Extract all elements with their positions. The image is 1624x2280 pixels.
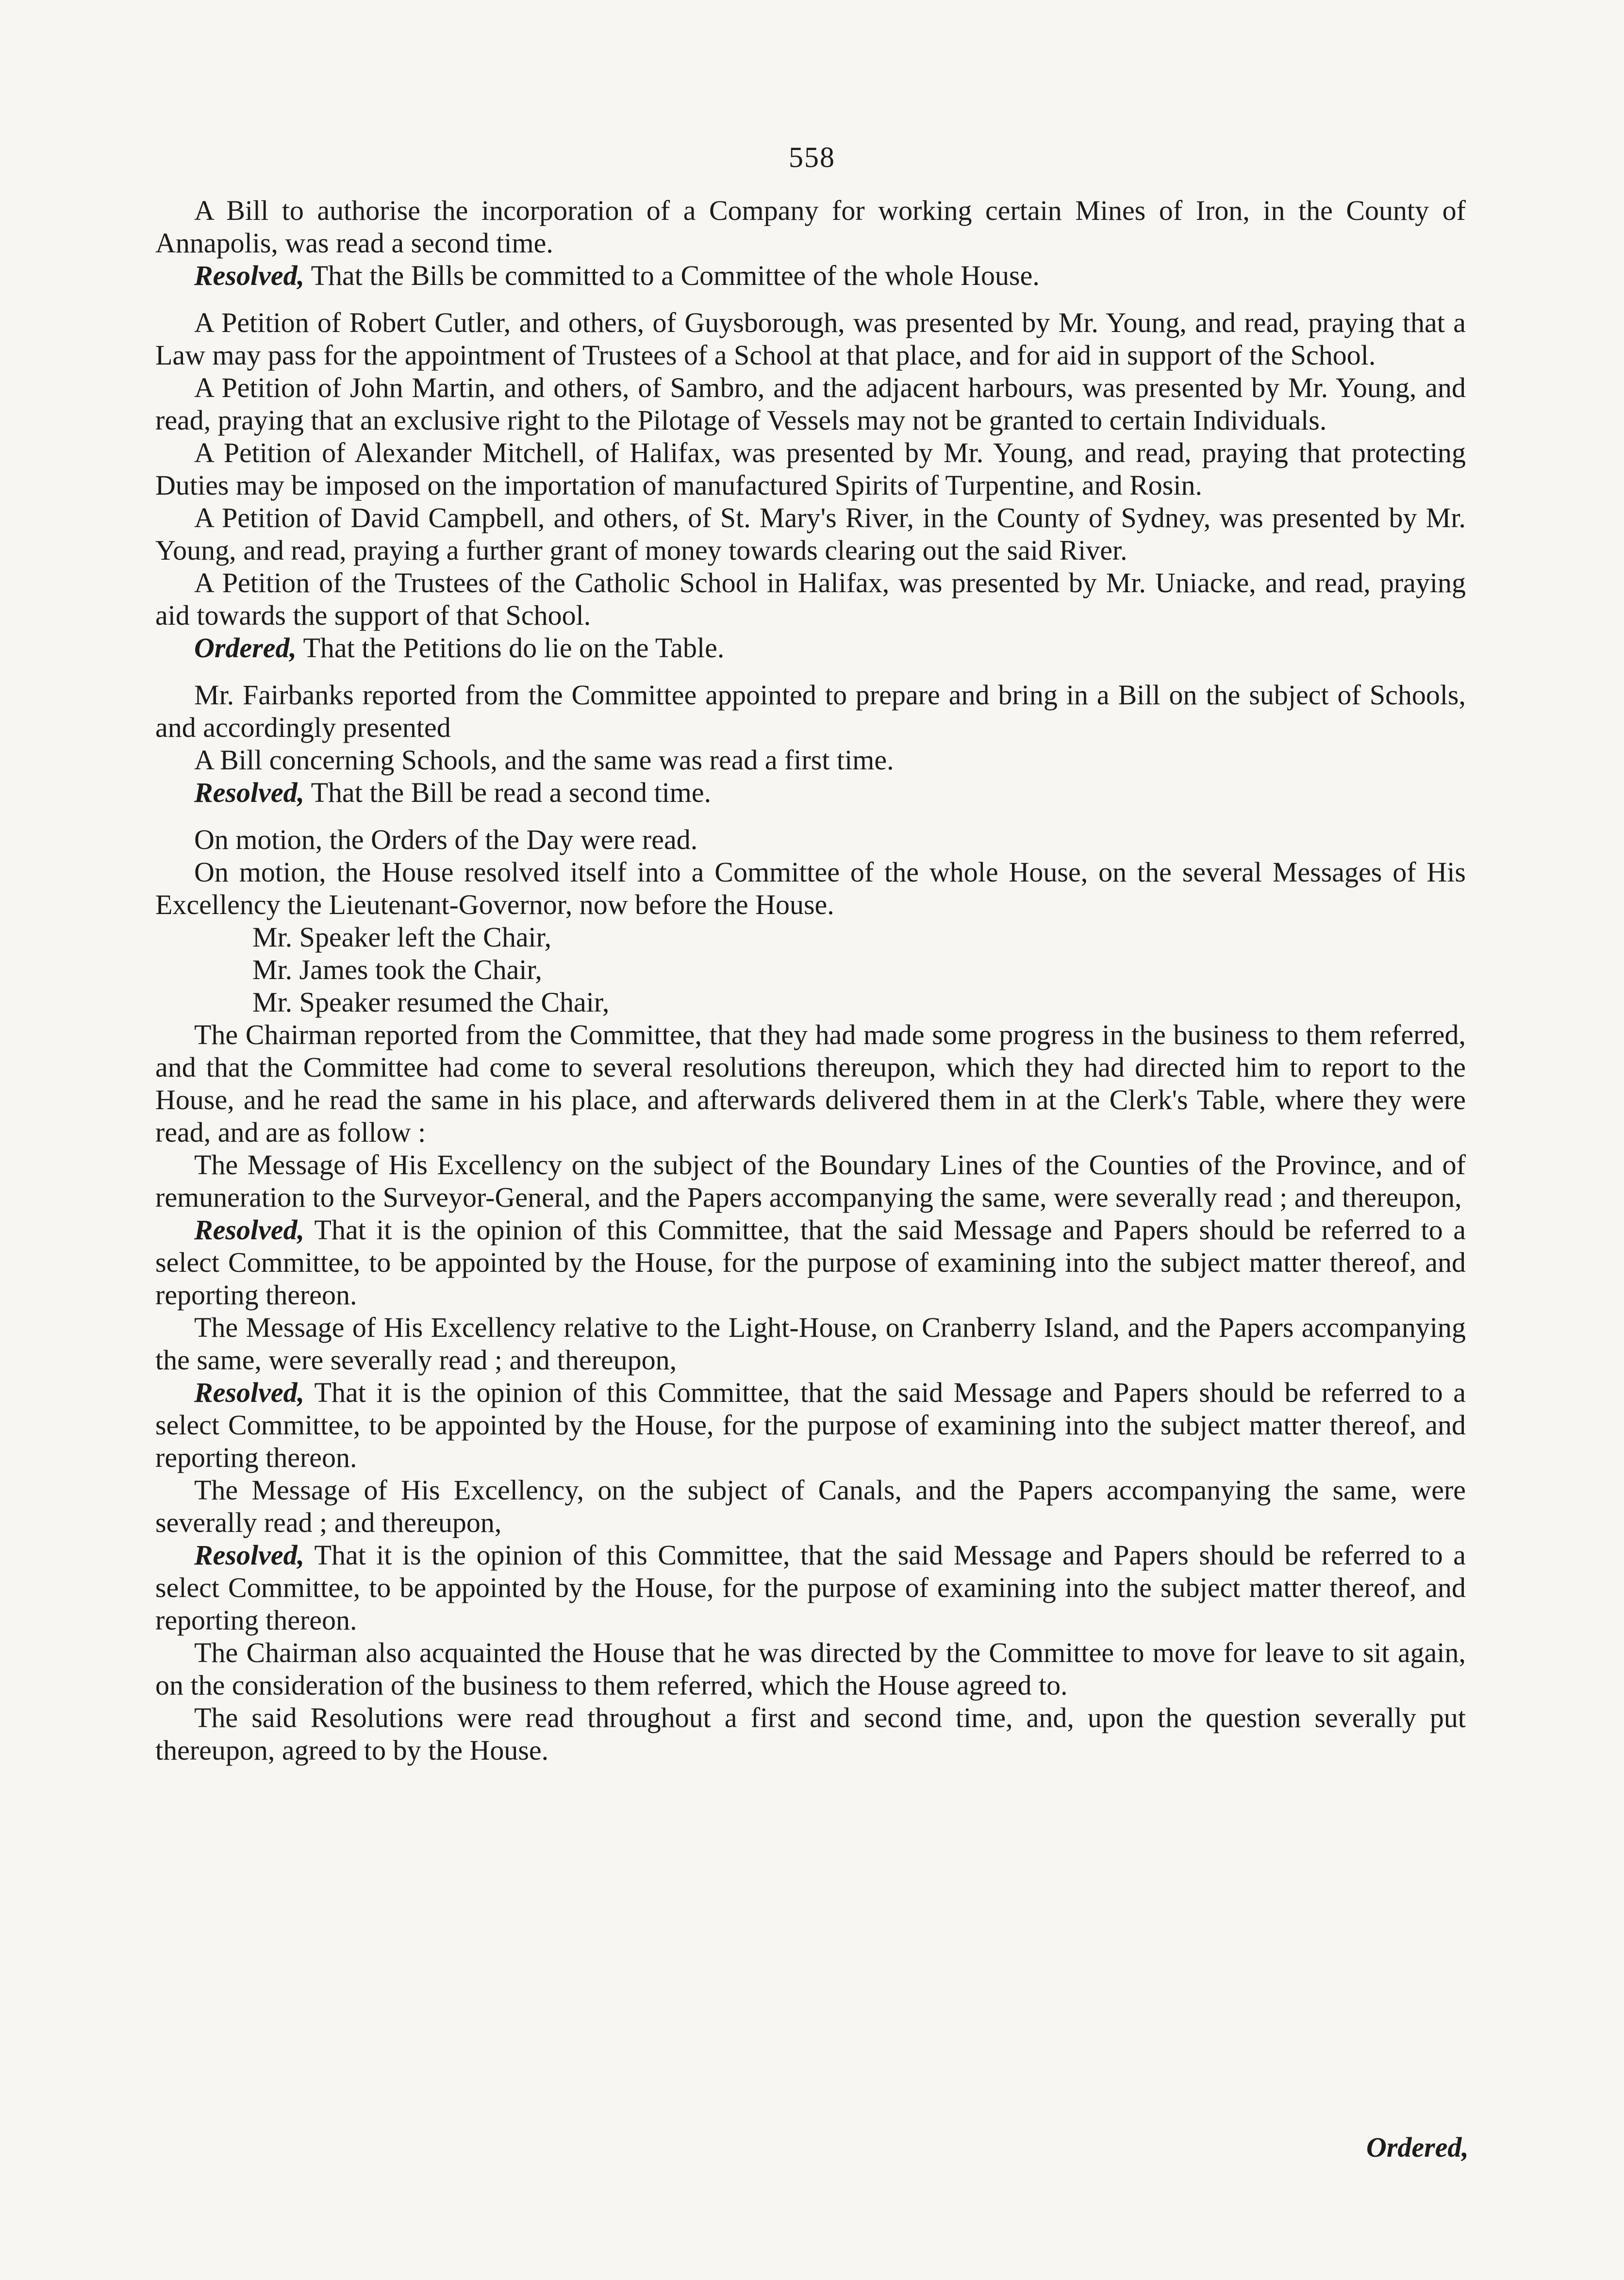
text-body [155,194,1466,1766]
paragraph [155,259,1466,292]
paragraph [155,1018,1466,1148]
paragraph-text: Mr. Speaker left the Chair, [252,921,552,953]
paragraph [155,566,1466,632]
paragraph-lead: Resolved, [194,777,305,808]
paragraph [155,501,1466,566]
paragraph [155,194,1466,259]
paragraph-text: A Bill to authorise the incorporation of a Company for working certain Mines of Iron, in the County of Annapolis, was read a second time. [155,195,1466,259]
paragraph [155,1214,1466,1311]
paragraph-text: A Petition of Alexander Mitchell, of Halifax, was presented by Mr. Young, and read, praying that protecting Duties may be imposed on the importation of manufactured Spirits of Turpentine, and Rosin. [155,437,1466,501]
paragraph-text: Mr. Fairbanks reported from the Committee appointed to prepare and bring in a Bill on the subject of Schools, and accordingly presented [155,679,1466,743]
paragraph-text: On motion, the House resolved itself into a Committee of the whole House, on the several Messages of His Excellency the Lieutenant-Governor, now before the House. [155,856,1466,920]
paragraph [155,1376,1466,1474]
catchword: Ordered, [1366,2131,1469,2163]
paragraph-text: On motion, the Orders of the Day were read. [194,824,698,855]
paragraph-text: The Message of His Excellency relative to the Light-House, on Cranberry Island, and the Papers accompanying the same, were severally read ; and thereupon, [155,1312,1466,1376]
paragraph-text: That the Bills be committed to a Committee of the whole House. [311,260,1040,291]
paragraph-lead: Resolved, [194,1539,305,1571]
paragraph [155,679,1466,744]
paragraph-text: Mr. James took the Chair, [252,954,542,985]
paragraph [155,1311,1466,1376]
paragraph [155,744,1466,776]
paragraph [155,1474,1466,1539]
paragraph [155,823,1466,856]
paragraph-text: A Petition of the Trustees of the Catholic School in Halifax, was presented by Mr. Uniacke, and read, praying aid towards the support of that School. [155,567,1466,631]
paragraph-text: That it is the opinion of this Committee, that the said Message and Papers should be referred to a select Committee, to be appointed by the House, for the purpose of examining into the subject matter thereof, and reporting thereon. [155,1214,1466,1311]
paragraph-text: The said Resolutions were read throughout a first and second time, and, upon the question severally put thereupon, agreed to by the House. [155,1702,1466,1766]
paragraph [155,1539,1466,1636]
paragraph-text: A Petition of John Martin, and others, of Sambro, and the adjacent harbours, was presented by Mr. Young, and read, praying that an exclusive right to the Pilotage of Vessels may not be granted to certain Individuals. [155,372,1466,436]
paragraph-text: Mr. Speaker resumed the Chair, [252,986,610,1018]
paragraph-text: That the Petitions do lie on the Table. [303,632,725,664]
paragraph [155,921,1466,953]
paragraph [155,1636,1466,1701]
paragraph [155,953,1466,986]
paragraph-text: The Chairman reported from the Committee, that they had made some progress in the business to them referred, and that the Committee had come to several resolutions thereupon, which they had directed him to report to the House, and he read the same in his place, and afterwards delivered them in at the Clerk's Table, where they were read, and are as follow : [155,1019,1466,1148]
paragraph-text: That it is the opinion of this Committee, that the said Message and Papers should be referred to a select Committee, to be appointed by the House, for the purpose of examining into the subject matter thereof, and reporting thereon. [155,1377,1466,1473]
paragraph-text: That the Bill be read a second time. [311,777,712,808]
paragraph-text: A Bill concerning Schools, and the same was read a first time. [194,744,894,776]
paragraph-text: A Petition of Robert Cutler, and others, of Guysborough, was presented by Mr. Young, and read, praying that a Law may pass for the appointment of Trustees of a School at that place, and for aid in support of the School. [155,307,1466,371]
paragraph [155,986,1466,1018]
page-number: 558 [789,141,835,173]
paragraph [155,632,1466,664]
paragraph [155,436,1466,501]
paragraph [155,856,1466,921]
paragraph-text: The Message of His Excellency on the subject of the Boundary Lines of the Counties of the Province, and of remuneration to the Surveyor-General, and the Papers accompanying the same, were severally read ; and thereupon, [155,1149,1466,1213]
paragraph-text: That it is the opinion of this Committee, that the said Message and Papers should be referred to a select Committee, to be appointed by the House, for the purpose of examining into the subject matter thereof, and reporting thereon. [155,1539,1466,1636]
paragraph-lead: Resolved, [194,1377,305,1408]
paragraph-lead: Resolved, [194,260,305,291]
paragraph-text: The Chairman also acquainted the House that he was directed by the Committee to move for leave to sit again, on the consideration of the business to them referred, which the House agreed to. [155,1637,1466,1701]
paragraph [155,1148,1466,1214]
paragraph-text: The Message of His Excellency, on the subject of Canals, and the Papers accompanying the same, were severally read ; and thereupon, [155,1474,1466,1538]
paragraph [155,371,1466,436]
paragraph-text: A Petition of David Campbell, and others, of St. Mary's River, in the County of Sydney, was presented by Mr. Young, and read, praying a further grant of money towards clearing out the said River. [155,502,1466,566]
paragraph-lead: Ordered, [194,632,297,664]
paragraph [155,776,1466,809]
paragraph [155,1701,1466,1766]
paragraph [155,306,1466,371]
paragraph-lead: Resolved, [194,1214,305,1246]
